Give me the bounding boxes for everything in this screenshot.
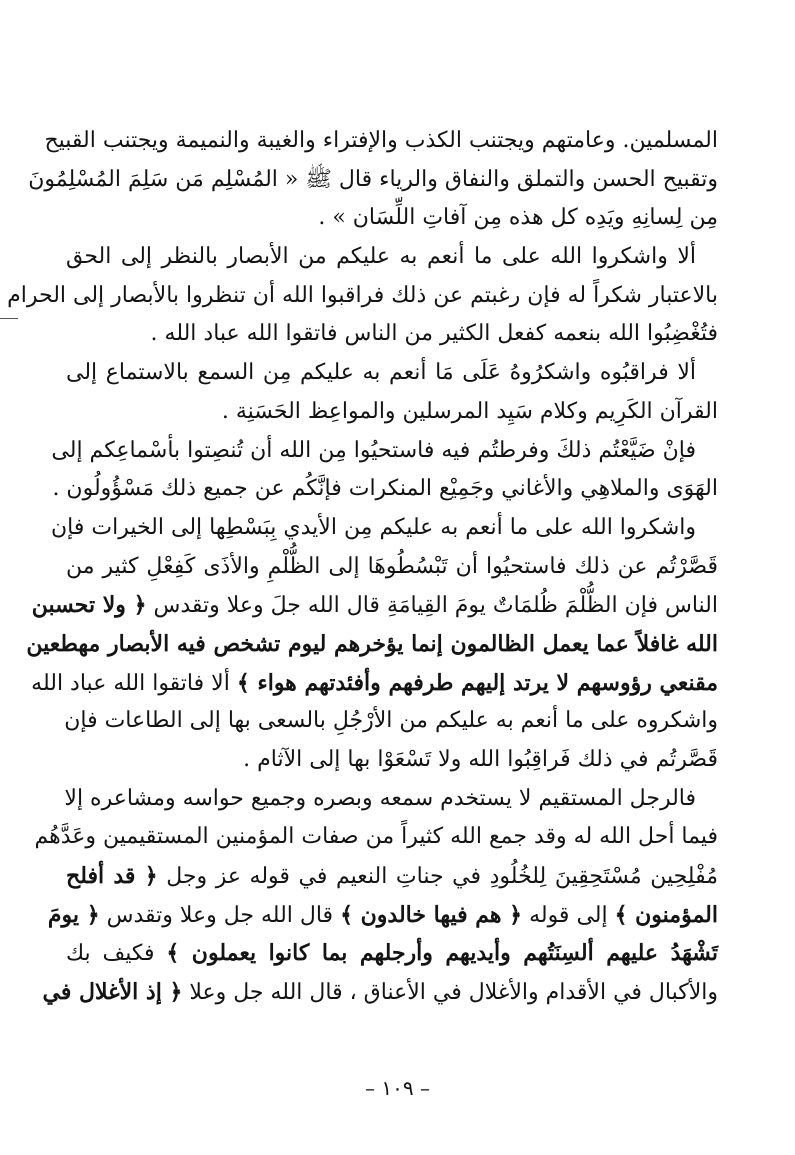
- text-line: [28, 161, 718, 200]
- text-segment: القرآن الكَرِيم وكلام سَيِد المرسلين والمواعِظ الحَسَنِة .: [221, 398, 718, 424]
- text-segment: فالرجل المستقيم لا يستخدم سمعه وبصره وجميع حواسه ومشاعره إلا: [64, 785, 696, 811]
- text-segment: الهَوَى والملاهِي والأغاني وجَمِيْع المنكرات فإنَّكُم عن جميع ذلك مَسْؤُولُون .: [52, 476, 718, 502]
- text-line: [34, 818, 718, 857]
- text-line: [66, 354, 718, 393]
- quran-verse-text: تَشْهَدُ عليهم ألسِنَتُهم وأيديهم وأرجلهم بما كانوا يعملون ﴾: [166, 940, 719, 967]
- text-segment: واشكروه على ما أنعم به عليكم من الأرْجُلِ بالسعى بها إلى الطاعات فإن: [64, 708, 718, 734]
- text-segment: واشكروا الله على ما أنعم به عليكم مِن الأيدي بِبَسْطِها إلى الخيرات فإن: [51, 514, 696, 540]
- quran-verse-text: المؤمنون ﴾: [614, 901, 718, 928]
- text-line: [26, 625, 718, 664]
- text-segment: قَصَّرتُم في ذلك فَراقِبُوا الله ولا تَسْعَوْا بها إلى الآثام .: [243, 747, 718, 772]
- text-segment: المسلمين. وعامتهم ويجتنب الكذب والإفتراء والغيبة والنميمة ويجتنب القبيح: [44, 128, 718, 153]
- text-line: [31, 586, 718, 625]
- text-segment: وتقبيح الحسن والتملق والنفاق والرياء قال ﷺ « المُسْلِم مَن سَلِمَ المُسْلِمُونَ: [28, 166, 718, 192]
- text-segment: فتُغْضِبُوا الله بنعمه كفعل الكثير من الناس فاتقوا الله عباد الله .: [150, 321, 718, 347]
- quran-verse-text: ﴿ يومَ: [47, 901, 100, 928]
- text-line: [51, 509, 718, 548]
- text-line: [66, 315, 718, 354]
- text-segment: مُفْلِحِين مُسْتَحِقِينَ لِلخُلُودِ في جناتِ النعيم في قوله عز وجل: [157, 864, 719, 890]
- text-line: [66, 780, 718, 819]
- quran-verse-text: مقنعي رؤوسهم لا يرتد إليهم طرفهم وأفئدتهم هواء ﴾: [236, 669, 718, 696]
- text-segment: فيما أحل الله له وقد جمع الله كثيراً من صفات المؤمنين المستقيمين وعَدَّهُم: [34, 824, 718, 850]
- text-line: [52, 470, 718, 509]
- text-segment: فكيف بك: [66, 941, 167, 967]
- text-segment: فإنْ ضَيَّعْتُم ذلكَ وفرطتُم فيه فاستحيُوا مِن الله أن تُنصِتوا بأسْماعِكم إلى: [51, 437, 696, 463]
- text-line: [66, 238, 718, 277]
- quran-verse-text: الله غافلاً عما يعمل الظالمون إنما يؤخرهم ليوم تشخص فيه الأبصار مهطعين: [26, 630, 718, 657]
- text-segment: والأكبال في الأقدام والأغلال في الأعناق ، قال الله جل وعلا: [182, 980, 718, 1006]
- text-line: [31, 664, 718, 703]
- text-line: [51, 432, 718, 471]
- text-line: [66, 199, 718, 238]
- text-segment: مِن لِسانِهِ ويَدِه كل هذه مِن آفاتِ اللِّسَان » .: [318, 205, 718, 231]
- text-segment: ألا فراقبُوه واشكرُوهُ عَلَى مَا أنعم به عليكم مِن السمع بالاستماع إلى: [66, 360, 696, 386]
- text-segment: إلى قوله: [522, 902, 615, 928]
- text-segment: قَصَّرْتُم عن ذلك فاستحيُوا أن تَبْسُطُوهَا إلى الظُّلْمِ والأذَى كَفِعْلِ كثير من: [66, 553, 718, 579]
- text-line: [66, 857, 718, 896]
- page-number: – ١٠٩ –: [365, 1076, 430, 1100]
- text-segment: ألا واشكروا الله على ما أنعم به عليكم من الأبصار بالنظر إلى الحق: [66, 244, 696, 270]
- text-line: [66, 934, 718, 973]
- text-line: [66, 548, 718, 587]
- quran-verse-text: ﴿ إذ الأغلال في: [42, 979, 183, 1006]
- text-line: [44, 122, 718, 161]
- text-line: [66, 702, 718, 741]
- text-line: [47, 896, 718, 935]
- text-line: [66, 393, 718, 432]
- text-line: [7, 277, 718, 316]
- quran-verse-text: ﴿ قد أفلح: [66, 863, 158, 890]
- margin-tick: [0, 318, 18, 319]
- text-segment: الناس فإن الظُّلْمَ ظُلمَاتٌ يومَ القِيامَةِ قال الله جلَ وعلا وتقدس: [146, 593, 718, 619]
- quran-verse-text: ﴿ ولا تحسبن: [31, 592, 147, 619]
- body-text: [7, 122, 719, 1012]
- text-line: [42, 973, 718, 1012]
- text-segment: بالاعتبار شكراً له فإن رغبتم عن ذلك فراقبوا الله أن تنظروا بالأبصار إلى الحرام: [7, 282, 718, 308]
- text-line: [66, 741, 718, 780]
- text-segment: قال الله جل وعلا وتقدس: [99, 902, 341, 928]
- quran-verse-text: ﴿ هم فيها خالدون ﴾: [340, 901, 523, 928]
- text-segment: ألا فاتقوا الله عباد الله: [31, 670, 237, 696]
